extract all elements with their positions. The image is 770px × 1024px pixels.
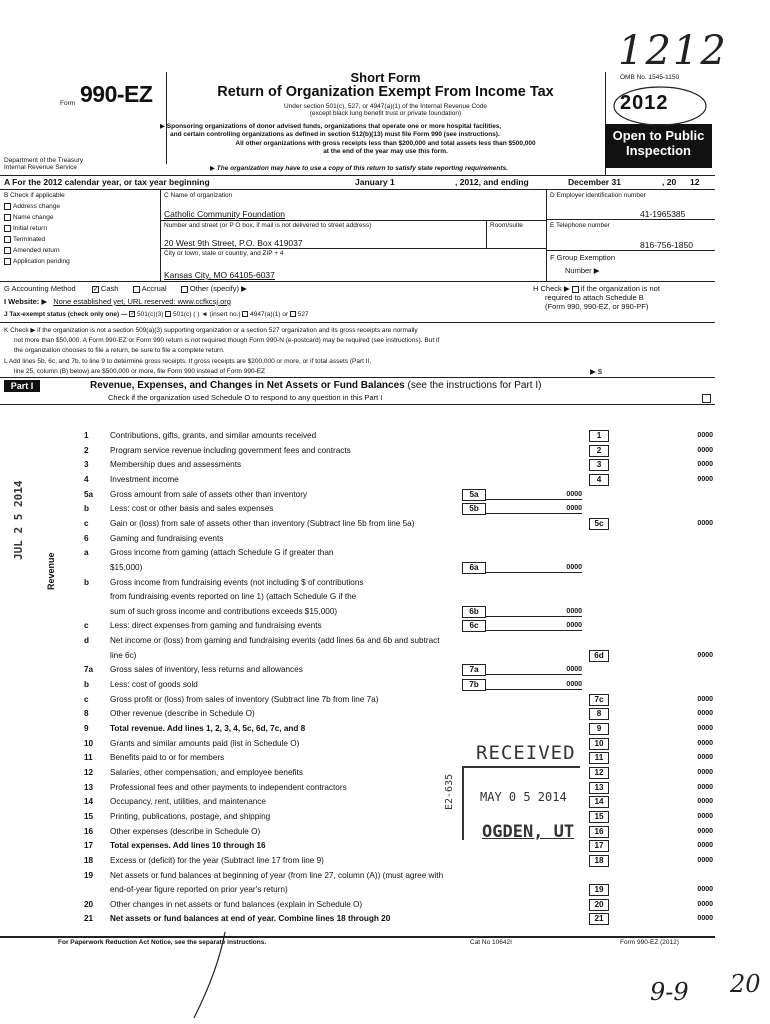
line-label: Membership dues and assessments: [110, 460, 242, 470]
line-number: 9: [84, 724, 89, 733]
part1-row: [70, 620, 715, 631]
tax-exempt-row: [4, 311, 309, 319]
line-number: d: [84, 636, 90, 646]
org-name-label: C Name of organization: [164, 192, 233, 199]
line-number: 8: [84, 709, 89, 719]
part1-row: [70, 796, 715, 807]
line-number: 21: [84, 914, 94, 924]
accrual-checkbox[interactable]: [133, 286, 140, 293]
line-number: 13: [84, 782, 94, 792]
checkbox-address-change[interactable]: Address change: [4, 203, 159, 214]
line-box: 9: [589, 723, 609, 735]
line-box: 15: [589, 811, 609, 823]
part1-row: [70, 723, 715, 734]
line-amount[interactable]: 0000: [697, 461, 713, 469]
section-k-line3: the organization chooses to file a return, be sure to file a complete return.: [14, 347, 225, 354]
inspection-text: Inspection: [625, 143, 691, 158]
part1-row: [70, 767, 715, 778]
line-number: 19: [84, 870, 94, 880]
line-amount[interactable]: 0000: [697, 519, 713, 527]
part1-row: [70, 694, 715, 705]
part1-row: [70, 679, 715, 690]
received-date: MAY 0 5 2014: [480, 790, 567, 804]
line-label: Investment income: [110, 474, 179, 484]
section-h-check: H Check ▶: [533, 284, 570, 293]
controlling-note: and certain controlling organizations as defined in section 512(b)(13) must file Form 990 (see instructions).: [170, 131, 500, 138]
accounting-method-row: [4, 284, 247, 293]
line-label: Net assets or fund balances at beginning of year (from line 27, column (A)) (must agree with: [110, 870, 444, 880]
section-l-line2: line 25, column (B) below) are $500,000 or more, file Form 990 instead of Form 990-EZ: [14, 368, 266, 375]
cash-checkbox[interactable]: ✓: [92, 285, 99, 293]
527-label: 527: [297, 311, 309, 318]
line-number: c: [84, 518, 89, 528]
line-box: 1: [589, 430, 609, 442]
part1-row: [70, 855, 715, 866]
line-label: Salaries, other compensation, and employee benefits: [110, 767, 303, 777]
line-label: Total revenue. Add lines 1, 2, 3, 4, 5c, 6d, 7c, and 8: [110, 724, 306, 733]
line-number: 17: [84, 841, 94, 851]
line-label: Contributions, gifts, grants, and similar amounts received: [110, 431, 317, 440]
line-number: b: [84, 504, 90, 514]
handwritten-top: 1212: [618, 28, 728, 74]
line-label: line 6c): [110, 650, 137, 660]
line-label: Professional fees and other payments to independent contractors: [110, 782, 347, 792]
line-amount[interactable]: 0000: [697, 886, 713, 894]
part1-row: [70, 459, 715, 470]
501c3-checkbox[interactable]: ✓: [130, 311, 136, 318]
line-box: 12: [589, 767, 609, 779]
line-label: Gross income from gaming (attach Schedule G if greater than: [110, 548, 334, 558]
ein-value: 41-1965385: [640, 209, 686, 219]
line-label: Other expenses (describe in Schedule O): [110, 826, 261, 836]
line-box: 20: [589, 899, 609, 911]
line-label: Gain or (loss) from sale of assets other than inventory (Subtract line 5b from line 5a): [110, 518, 415, 528]
line-box: 16: [589, 826, 609, 838]
line-label: sum of such gross income and contributions exceeds $15,000): [110, 606, 338, 616]
line-box: 3: [589, 459, 609, 471]
501c-checkbox[interactable]: [165, 311, 171, 317]
end-of-year-note: at the end of the year may use this form.: [323, 148, 448, 155]
sub-line-box: 6b: [462, 606, 486, 618]
tax-year-end: December 31: [568, 177, 621, 187]
line-number: 7a: [84, 665, 94, 675]
part1-row: [70, 826, 715, 837]
line-amount[interactable]: 0000: [697, 768, 713, 776]
part1-row: [70, 899, 715, 910]
line-box: 13: [589, 782, 609, 794]
tax-year-end-year: 12: [690, 177, 700, 187]
group-number-label: Number ▶: [565, 266, 600, 275]
line-number: 14: [84, 797, 94, 807]
year-circle: [610, 84, 710, 128]
line-number: 16: [84, 826, 94, 836]
part1-row: [70, 474, 715, 485]
line-number: 3: [84, 460, 89, 470]
section-b-label: B Check if applicable: [4, 192, 65, 199]
line-number: 1: [84, 431, 89, 440]
part1-row: [70, 782, 715, 793]
org-name: Catholic Community Foundation: [164, 209, 285, 219]
501c-label: 501(c) ( ): [173, 311, 200, 318]
line-number: b: [84, 680, 90, 690]
line-number: 6: [84, 533, 89, 543]
open-public-box: [605, 124, 712, 168]
line-label: Occupancy, rent, utilities, and maintenance: [110, 797, 266, 807]
received-text: RECEIVED: [476, 742, 576, 764]
line-amount[interactable]: 0000: [697, 827, 713, 835]
line-label: Total expenses. Add lines 10 through 16: [110, 841, 266, 851]
form-title: Return of Organization Exempt From Income Tax: [217, 84, 554, 100]
line-amount[interactable]: 0000: [697, 475, 713, 483]
part1-row: [70, 533, 715, 544]
line-box: 5c: [589, 518, 609, 530]
line-label: Gross amount from sale of assets other than inventory: [110, 489, 308, 499]
handwritten-bottom-right: 20: [730, 970, 761, 998]
line-number: c: [84, 694, 89, 704]
line-amount[interactable]: 0000: [697, 856, 713, 864]
4947-label: 4947(a)(1) or: [250, 311, 289, 318]
part1-row: [70, 840, 715, 851]
accrual-label: Accrual: [141, 284, 167, 293]
line-amount[interactable]: 0000: [697, 754, 713, 762]
part1-title: [90, 380, 541, 391]
insert-no-label: ◄ (insert no.): [201, 311, 241, 318]
received-code: E2-635: [444, 773, 455, 810]
line-number: 2: [84, 445, 89, 455]
revenue-side-label: Revenue: [46, 552, 56, 590]
line-amount[interactable]: 0000: [697, 432, 713, 439]
accounting-method-label: G Accounting Method: [4, 284, 76, 293]
line-label: Less: cost of goods sold: [110, 680, 198, 690]
part1-row: [70, 503, 715, 514]
line-label: Excess or (deficit) for the year (Subtract line 17 from line 9): [110, 855, 324, 865]
line-amount[interactable]: 0000: [697, 739, 713, 747]
line-box: 11: [589, 752, 609, 764]
part1-row: [70, 635, 715, 646]
website-value: None established yet, URL reserved: www.ccfkcsj.org: [53, 297, 231, 306]
part1-row: [70, 811, 715, 822]
line-amount[interactable]: 0000: [697, 842, 713, 850]
handwritten-bottom-left: 9-9: [650, 978, 689, 1006]
sub-line-box: 6c: [462, 620, 486, 632]
section-k-line2: not more than $50,000. A Form 990-EZ or Form 990 return is not required though Form 990-N (e-postcard) may be required (see instructions). But if: [14, 337, 440, 344]
room-label: Room/suite: [490, 222, 523, 229]
line-number: 5a: [84, 489, 94, 499]
line-label: Gross profit or (loss) from sales of inventory (Subtract line 7b from line 7a): [110, 694, 379, 704]
sub-line-box: 5a: [462, 489, 486, 501]
line-box: 7c: [589, 694, 609, 706]
open-public-text: Open to Public: [612, 128, 705, 143]
section-h-block: [533, 284, 718, 311]
line-number: 20: [84, 899, 94, 909]
checkbox-application-pending[interactable]: Application pending: [4, 258, 159, 269]
line-label: Less: direct expenses from gaming and fundraising events: [110, 621, 322, 631]
part1-row: [70, 591, 715, 602]
ein-label: D Employer identification number: [550, 192, 646, 199]
part1-row: [70, 738, 715, 749]
part1-row: [70, 430, 715, 441]
part1-row: [70, 606, 715, 617]
line-box: 21: [589, 913, 609, 925]
under-section: Under section 501(c), 527, or 4947(a)(1) of the Internal Revenue Code: [283, 103, 488, 110]
tax-year-mid: , 2012, and ending: [455, 177, 529, 187]
part1-row: [70, 664, 715, 675]
city-address: Kansas City, MO 64105-6037: [164, 270, 275, 280]
form-number: 990-EZ: [80, 81, 153, 107]
line-box: 4: [589, 474, 609, 486]
sub-line-amount[interactable]: 0000: [486, 620, 582, 631]
line-label: Gross income from fundraising events (not including $ of contributions: [110, 577, 364, 587]
paperwork-notice: For Paperwork Reduction Act Notice, see the separate instructions.: [58, 939, 267, 946]
line-amount[interactable]: 0000: [697, 710, 713, 718]
part1-row: [70, 445, 715, 456]
line-number: c: [84, 621, 89, 631]
phone-value: 816-756-1850: [640, 240, 693, 250]
catalog-number: Cat No 10642I: [470, 939, 512, 946]
received-city: OGDEN, UT: [482, 822, 575, 842]
sub-line-box: 7b: [462, 679, 486, 691]
sub-line-amount[interactable]: 0000: [486, 489, 582, 500]
line-label: Other changes in net assets or fund balances (explain in Schedule O): [110, 899, 363, 909]
line-label: Gross sales of inventory, less returns and allowances: [110, 665, 303, 675]
section-h-text: if the organization is not: [580, 284, 660, 293]
line-label: $15,000): [110, 562, 143, 572]
received-stamp: [440, 740, 582, 846]
part1-row: [70, 708, 715, 719]
line-number: 15: [84, 811, 94, 821]
part1-title-suffix: (see the instructions for Part I): [407, 380, 542, 391]
checkbox-initial-return[interactable]: Initial return: [4, 225, 159, 236]
line-amount[interactable]: 0000: [697, 651, 713, 659]
sub-line-amount[interactable]: 0000: [486, 664, 582, 675]
part1-row: [70, 547, 715, 558]
527-checkbox[interactable]: [290, 311, 296, 317]
tax-year-end-prefix: , 20: [662, 177, 677, 187]
other-method-checkbox[interactable]: [181, 286, 188, 293]
short-form-label: Short Form: [350, 70, 421, 85]
street-address: 20 West 9th Street, P.O. Box 419037: [164, 238, 303, 248]
line-amount[interactable]: 0000: [697, 915, 713, 923]
line-label: Net income or (loss) from gaming and fundraising events (add lines 6a and 6b and subtract: [110, 636, 440, 646]
omb-number: OMB No. 1545-1150: [620, 74, 680, 81]
line-number: 4: [84, 474, 89, 484]
part1-row: [70, 884, 715, 895]
website-label: I Website: ▶: [4, 297, 48, 306]
sponsoring-note: ▶ Sponsoring organizations of donor advised funds, organizations that operate one or more hospital facilities,: [160, 123, 502, 130]
schedule-o-checkbox[interactable]: [702, 394, 711, 403]
tax-year-begin: January 1: [355, 177, 395, 187]
sub-line-box: 7a: [462, 664, 486, 676]
city-label: City or town, state or country, and ZIP + 4: [164, 250, 284, 257]
irs-label: Internal Revenue Service: [4, 164, 77, 171]
phone-label: E Telephone number: [550, 222, 610, 229]
part1-check-line: Check if the organization used Schedule O to respond to any question in this Part I: [108, 393, 383, 402]
part1-row: [70, 562, 715, 573]
line-box: 6d: [589, 650, 609, 662]
part1-row: [70, 650, 715, 661]
line-box: 8: [589, 708, 609, 720]
checkbox-name-change[interactable]: Name change: [4, 214, 159, 225]
part1-title-text: Revenue, Expenses, and Changes in Net Assets or Fund Balances: [90, 380, 405, 391]
line-box: 10: [589, 738, 609, 750]
tax-year: 2012: [620, 92, 669, 114]
tax-exempt-label: J Tax-exempt status (check only one) —: [4, 311, 128, 318]
part1-row: [70, 577, 715, 588]
line-label: Program service revenue including government fees and contracts: [110, 445, 351, 455]
form-reference: Form 990-EZ (2012): [620, 939, 679, 946]
dept-treasury: Department of the Treasury: [4, 157, 84, 164]
line-amount[interactable]: 0000: [697, 812, 713, 820]
website-row: [4, 297, 231, 306]
4947-checkbox[interactable]: [242, 311, 248, 317]
line-amount[interactable]: 0000: [697, 900, 713, 908]
section-b-checklist: [4, 203, 159, 269]
line-label: Printing, publications, postage, and shipping: [110, 811, 271, 821]
line-number: b: [84, 577, 90, 587]
line-label: Other revenue (describe in Schedule O): [110, 709, 255, 719]
checkbox-terminated[interactable]: Terminated: [4, 236, 159, 247]
line-box: 2: [589, 445, 609, 457]
line-box: 18: [589, 855, 609, 867]
cash-label: Cash: [100, 284, 119, 293]
group-exemption-label: F Group Exemption: [550, 253, 616, 262]
line-number: 18: [84, 855, 94, 865]
except-black-lung: (except black lung benefit trust or private foundation): [309, 110, 462, 117]
handwritten-stroke: [190, 930, 230, 1020]
line-label: Grants and similar amounts paid (list in Schedule O): [110, 738, 300, 748]
part1-row: [70, 489, 715, 500]
line-amount[interactable]: 0000: [697, 446, 713, 454]
part1-row: [70, 752, 715, 763]
line-label: Benefits paid to or for members: [110, 753, 225, 763]
line-label: end-of-year figure reported on prior year's return): [110, 885, 288, 895]
other-method-label: Other (specify) ▶: [189, 284, 247, 293]
501c3-label: 501(c)(3): [137, 311, 164, 318]
line-amount[interactable]: 0000: [697, 783, 713, 791]
line-number: a: [84, 548, 89, 558]
part1-tag: Part I: [4, 380, 40, 392]
line-amount[interactable]: 0000: [697, 695, 713, 703]
line-box: 19: [589, 884, 609, 896]
part1-row: [70, 518, 715, 529]
line-label: Gaming and fundraising events: [110, 533, 224, 543]
section-l-arrow: ▶ $: [590, 367, 603, 376]
sub-line-box: 6a: [462, 562, 486, 574]
side-date-stamp: JUL 2 5 2014: [12, 480, 25, 560]
section-h-checkbox[interactable]: [572, 286, 579, 293]
part1-row: [70, 870, 715, 881]
sub-line-amount[interactable]: 0000: [486, 503, 582, 514]
section-h-line3: (Form 990, 990-EZ, or 990-PF): [545, 302, 649, 311]
line-amount[interactable]: 0000: [697, 798, 713, 806]
sub-line-box: 5b: [462, 503, 486, 515]
line-box: 14: [589, 796, 609, 808]
line-number: 10: [84, 738, 94, 748]
form-prefix: Form: [60, 100, 76, 107]
copy-note: ▶ The organization may have to use a copy of this return to satisfy state reporting requirements.: [210, 165, 508, 172]
sub-line-amount[interactable]: 0000: [486, 562, 582, 573]
line-amount[interactable]: 0000: [697, 725, 713, 732]
line-label: from fundraising events reported on line 1) (attach Schedule G if the: [110, 592, 357, 602]
sub-line-amount[interactable]: 0000: [486, 606, 582, 617]
section-h-line2: required to attach Schedule B: [545, 293, 644, 302]
line-label: Net assets or fund balances at end of year. Combine lines 18 through 20: [110, 914, 391, 924]
part1-row: [70, 913, 715, 924]
section-a-label: A For the 2012 calendar year, or tax year beginning: [4, 177, 210, 187]
checkbox-amended-return[interactable]: Amended return: [4, 247, 159, 258]
section-k-line1: K Check ▶ if the organization is not a section 509(a)(3) supporting organization or a section 527 organization and its gross receipts are normally: [4, 327, 418, 334]
line-number: 12: [84, 767, 94, 777]
all-other-note: All other organizations with gross receipts less than $200,000 and total assets less than $500,000: [235, 140, 536, 147]
sub-line-amount[interactable]: 0000: [486, 679, 582, 690]
line-number: 11: [84, 753, 93, 763]
line-box: 17: [589, 840, 609, 852]
line-label: Less: cost or other basis and sales expenses: [110, 504, 274, 514]
section-l-line1: L Add lines 5b, 6c, and 7b, to line 9 to determine gross receipts. If gross receipts are $200,000 or more, or if total assets (Part II,: [4, 358, 372, 365]
street-label: Number and street (or P O box, if mail is not delivered to street address): [164, 222, 372, 229]
